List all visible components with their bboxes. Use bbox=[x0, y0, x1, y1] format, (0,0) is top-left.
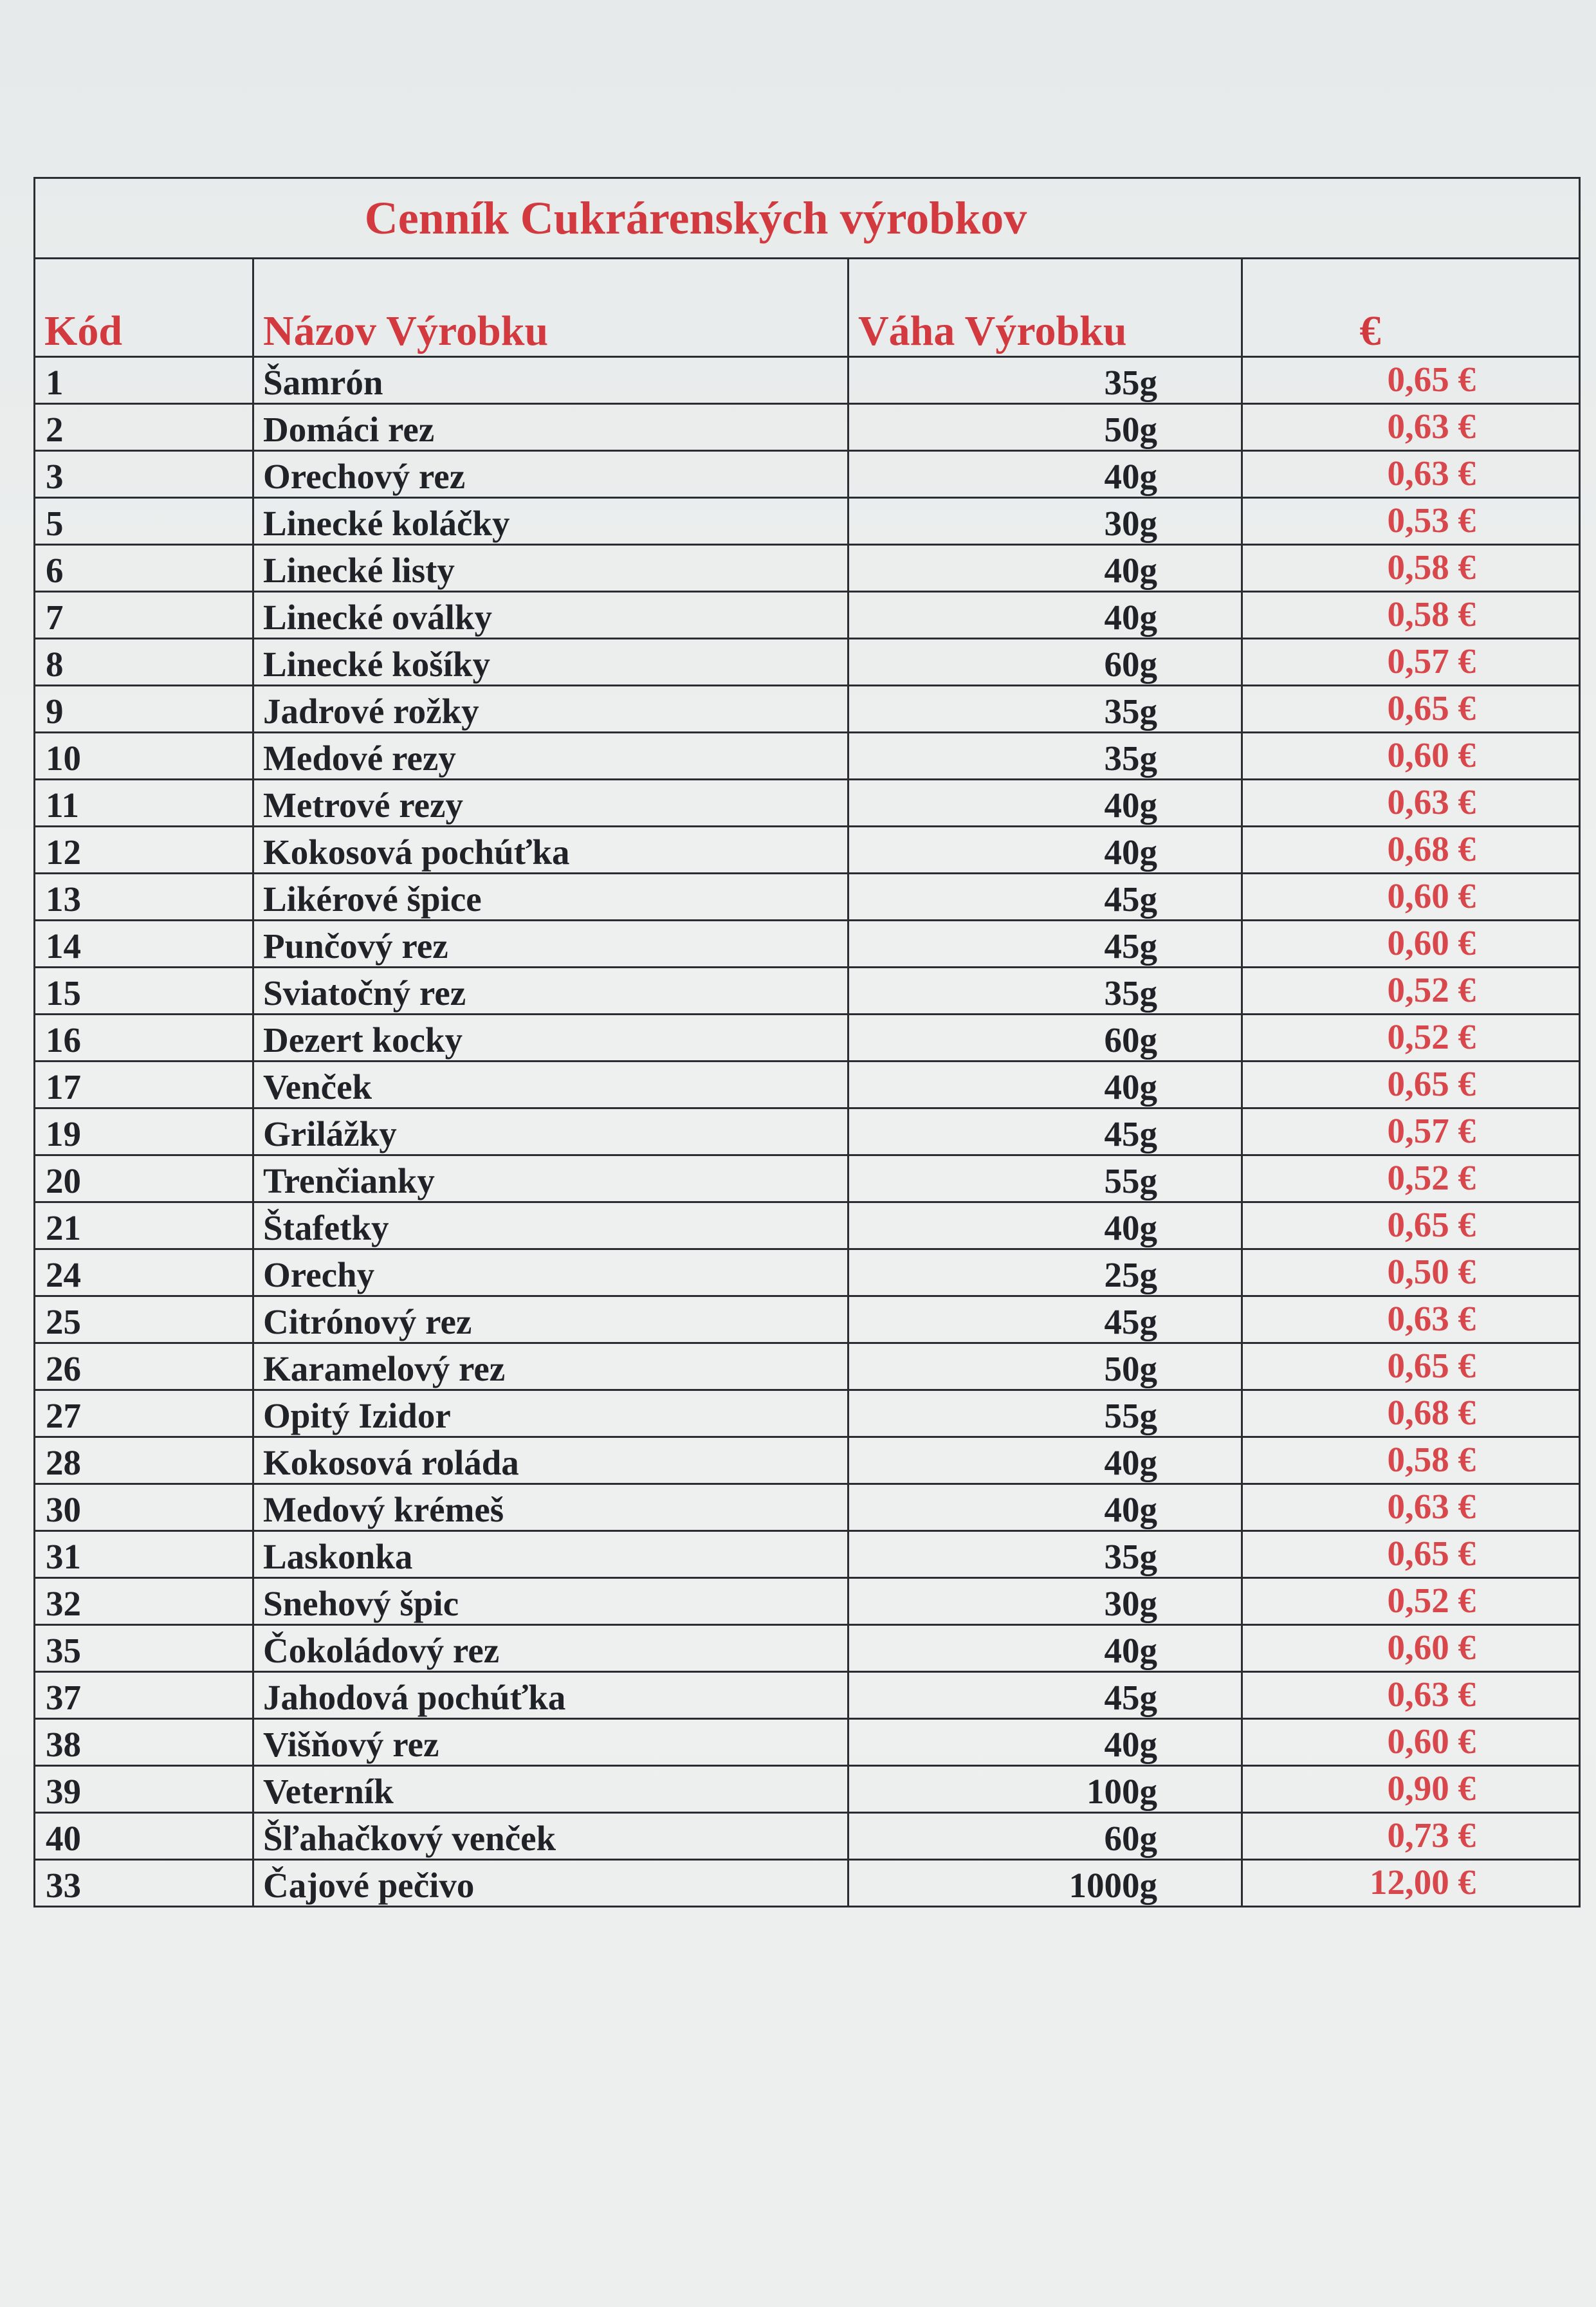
cell-weight: 55g bbox=[848, 1155, 1242, 1202]
cell-name: Laskonka bbox=[253, 1531, 848, 1578]
cell-code: 27 bbox=[35, 1390, 253, 1437]
cell-name: Linecké listy bbox=[253, 545, 848, 592]
table-row bbox=[35, 1155, 1580, 1202]
table-row bbox=[35, 1860, 1580, 1907]
cell-price: 0,65 € bbox=[1242, 1202, 1580, 1249]
cell-weight: 40g bbox=[848, 451, 1242, 498]
header-row bbox=[35, 259, 1580, 357]
cell-weight: 40g bbox=[848, 545, 1242, 592]
cell-code: 15 bbox=[35, 968, 253, 1015]
table-row bbox=[35, 1578, 1580, 1625]
table-row bbox=[35, 498, 1580, 545]
cell-name: Veterník bbox=[253, 1766, 848, 1813]
cell-code: 11 bbox=[35, 780, 253, 827]
cell-weight: 40g bbox=[848, 1437, 1242, 1484]
cell-weight: 35g bbox=[848, 686, 1242, 733]
cell-name: Kokosová pochúťka bbox=[253, 827, 848, 874]
cell-price: 0,63 € bbox=[1242, 1484, 1580, 1531]
header-weight: Váha Výrobku bbox=[848, 259, 1242, 357]
cell-weight: 40g bbox=[848, 1202, 1242, 1249]
cell-weight: 40g bbox=[848, 1484, 1242, 1531]
cell-weight: 45g bbox=[848, 874, 1242, 921]
cell-weight: 35g bbox=[848, 733, 1242, 780]
table-row bbox=[35, 357, 1580, 404]
table-row bbox=[35, 780, 1580, 827]
cell-name: Karamelový rez bbox=[253, 1343, 848, 1390]
cell-name: Kokosová roláda bbox=[253, 1437, 848, 1484]
cell-weight: 45g bbox=[848, 1108, 1242, 1155]
cell-code: 12 bbox=[35, 827, 253, 874]
cell-code: 39 bbox=[35, 1766, 253, 1813]
cell-weight: 60g bbox=[848, 1813, 1242, 1860]
cell-code: 26 bbox=[35, 1343, 253, 1390]
cell-weight: 50g bbox=[848, 1343, 1242, 1390]
cell-price: 0,63 € bbox=[1242, 1672, 1580, 1719]
document-title: Cenník Cukrárenských výrobkov bbox=[35, 178, 1580, 259]
cell-name: Punčový rez bbox=[253, 921, 848, 968]
cell-weight: 40g bbox=[848, 1625, 1242, 1672]
cell-price: 0,53 € bbox=[1242, 498, 1580, 545]
cell-code: 35 bbox=[35, 1625, 253, 1672]
cell-name: Šľahačkový venček bbox=[253, 1813, 848, 1860]
cell-name: Grilážky bbox=[253, 1108, 848, 1155]
cell-code: 37 bbox=[35, 1672, 253, 1719]
header-name: Názov Výrobku bbox=[253, 259, 848, 357]
cell-name: Štafetky bbox=[253, 1202, 848, 1249]
cell-code: 25 bbox=[35, 1296, 253, 1343]
table-row bbox=[35, 1672, 1580, 1719]
cell-code: 24 bbox=[35, 1249, 253, 1296]
table-row bbox=[35, 921, 1580, 968]
table-row bbox=[35, 1813, 1580, 1860]
header-code: Kód bbox=[35, 259, 253, 357]
table-row bbox=[35, 451, 1580, 498]
cell-code: 2 bbox=[35, 404, 253, 451]
cell-weight: 55g bbox=[848, 1390, 1242, 1437]
cell-name: Venček bbox=[253, 1062, 848, 1108]
cell-code: 8 bbox=[35, 639, 253, 686]
table-row bbox=[35, 874, 1580, 921]
cell-code: 3 bbox=[35, 451, 253, 498]
cell-price: 0,57 € bbox=[1242, 1108, 1580, 1155]
price-list-table bbox=[33, 177, 1581, 1907]
table-row bbox=[35, 1062, 1580, 1108]
cell-code: 38 bbox=[35, 1719, 253, 1766]
header-price: € bbox=[1242, 259, 1580, 357]
cell-weight: 50g bbox=[848, 404, 1242, 451]
cell-name: Čajové pečivo bbox=[253, 1860, 848, 1907]
cell-weight: 35g bbox=[848, 357, 1242, 404]
cell-price: 0,52 € bbox=[1242, 1155, 1580, 1202]
cell-price: 0,65 € bbox=[1242, 1343, 1580, 1390]
table-row bbox=[35, 639, 1580, 686]
cell-weight: 100g bbox=[848, 1766, 1242, 1813]
table-row bbox=[35, 968, 1580, 1015]
cell-price: 0,65 € bbox=[1242, 1531, 1580, 1578]
cell-code: 14 bbox=[35, 921, 253, 968]
cell-name: Metrové rezy bbox=[253, 780, 848, 827]
table-row bbox=[35, 1719, 1580, 1766]
cell-price: 0,63 € bbox=[1242, 1296, 1580, 1343]
table-row bbox=[35, 827, 1580, 874]
table-row bbox=[35, 1625, 1580, 1672]
cell-weight: 40g bbox=[848, 1062, 1242, 1108]
title-row bbox=[35, 178, 1580, 259]
cell-weight: 35g bbox=[848, 1531, 1242, 1578]
cell-name: Orechy bbox=[253, 1249, 848, 1296]
cell-code: 6 bbox=[35, 545, 253, 592]
cell-price: 0,52 € bbox=[1242, 1578, 1580, 1625]
table-row bbox=[35, 1296, 1580, 1343]
cell-code: 10 bbox=[35, 733, 253, 780]
cell-price: 0,58 € bbox=[1242, 545, 1580, 592]
cell-code: 31 bbox=[35, 1531, 253, 1578]
cell-weight: 40g bbox=[848, 780, 1242, 827]
cell-code: 28 bbox=[35, 1437, 253, 1484]
table-row bbox=[35, 733, 1580, 780]
table-row bbox=[35, 1343, 1580, 1390]
cell-name: Jadrové rožky bbox=[253, 686, 848, 733]
cell-price: 0,57 € bbox=[1242, 639, 1580, 686]
cell-weight: 60g bbox=[848, 1015, 1242, 1062]
cell-name: Čokoládový rez bbox=[253, 1625, 848, 1672]
cell-weight: 40g bbox=[848, 592, 1242, 639]
cell-price: 0,63 € bbox=[1242, 451, 1580, 498]
cell-price: 0,63 € bbox=[1242, 404, 1580, 451]
table-row bbox=[35, 1249, 1580, 1296]
cell-price: 0,60 € bbox=[1242, 1719, 1580, 1766]
cell-code: 19 bbox=[35, 1108, 253, 1155]
cell-code: 16 bbox=[35, 1015, 253, 1062]
cell-weight: 45g bbox=[848, 1672, 1242, 1719]
cell-code: 13 bbox=[35, 874, 253, 921]
cell-name: Linecké koláčky bbox=[253, 498, 848, 545]
table-row bbox=[35, 1484, 1580, 1531]
cell-name: Medové rezy bbox=[253, 733, 848, 780]
cell-price: 0,65 € bbox=[1242, 1062, 1580, 1108]
cell-name: Jahodová pochúťka bbox=[253, 1672, 848, 1719]
table-row bbox=[35, 686, 1580, 733]
cell-weight: 30g bbox=[848, 498, 1242, 545]
table-row bbox=[35, 404, 1580, 451]
cell-name: Linecké košíky bbox=[253, 639, 848, 686]
table-row bbox=[35, 1202, 1580, 1249]
cell-price: 0,68 € bbox=[1242, 1390, 1580, 1437]
cell-code: 9 bbox=[35, 686, 253, 733]
cell-code: 32 bbox=[35, 1578, 253, 1625]
cell-name: Citrónový rez bbox=[253, 1296, 848, 1343]
cell-name: Sviatočný rez bbox=[253, 968, 848, 1015]
cell-price: 0,65 € bbox=[1242, 686, 1580, 733]
cell-code: 7 bbox=[35, 592, 253, 639]
cell-weight: 35g bbox=[848, 968, 1242, 1015]
cell-name: Orechový rez bbox=[253, 451, 848, 498]
cell-price: 0,50 € bbox=[1242, 1249, 1580, 1296]
cell-code: 20 bbox=[35, 1155, 253, 1202]
cell-code: 17 bbox=[35, 1062, 253, 1108]
cell-price: 0,60 € bbox=[1242, 733, 1580, 780]
cell-price: 0,63 € bbox=[1242, 780, 1580, 827]
table-row bbox=[35, 1437, 1580, 1484]
table-row bbox=[35, 1015, 1580, 1062]
cell-price: 0,60 € bbox=[1242, 874, 1580, 921]
cell-name: Medový krémeš bbox=[253, 1484, 848, 1531]
cell-code: 5 bbox=[35, 498, 253, 545]
table-row bbox=[35, 1531, 1580, 1578]
cell-name: Trenčianky bbox=[253, 1155, 848, 1202]
cell-price: 0,52 € bbox=[1242, 968, 1580, 1015]
cell-weight: 25g bbox=[848, 1249, 1242, 1296]
cell-name: Opitý Izidor bbox=[253, 1390, 848, 1437]
cell-price: 0,65 € bbox=[1242, 357, 1580, 404]
cell-weight: 40g bbox=[848, 1719, 1242, 1766]
cell-weight: 45g bbox=[848, 1296, 1242, 1343]
cell-name: Snehový špic bbox=[253, 1578, 848, 1625]
cell-name: Dezert kocky bbox=[253, 1015, 848, 1062]
cell-price: 0,90 € bbox=[1242, 1766, 1580, 1813]
cell-name: Šamrón bbox=[253, 357, 848, 404]
cell-name: Višňový rez bbox=[253, 1719, 848, 1766]
cell-weight: 30g bbox=[848, 1578, 1242, 1625]
table-row bbox=[35, 1108, 1580, 1155]
cell-price: 0,58 € bbox=[1242, 1437, 1580, 1484]
cell-price: 0,73 € bbox=[1242, 1813, 1580, 1860]
cell-price: 0,60 € bbox=[1242, 921, 1580, 968]
cell-weight: 60g bbox=[848, 639, 1242, 686]
table-row bbox=[35, 1390, 1580, 1437]
cell-weight: 40g bbox=[848, 827, 1242, 874]
cell-price: 0,60 € bbox=[1242, 1625, 1580, 1672]
table-body bbox=[35, 357, 1580, 1907]
cell-code: 33 bbox=[35, 1860, 253, 1907]
cell-code: 1 bbox=[35, 357, 253, 404]
table-row bbox=[35, 545, 1580, 592]
cell-code: 21 bbox=[35, 1202, 253, 1249]
cell-price: 0,58 € bbox=[1242, 592, 1580, 639]
cell-code: 40 bbox=[35, 1813, 253, 1860]
cell-price: 12,00 € bbox=[1242, 1860, 1580, 1907]
table-row bbox=[35, 1766, 1580, 1813]
cell-name: Likérové špice bbox=[253, 874, 848, 921]
cell-weight: 1000g bbox=[848, 1860, 1242, 1907]
cell-code: 30 bbox=[35, 1484, 253, 1531]
table-row bbox=[35, 592, 1580, 639]
cell-name: Domáci rez bbox=[253, 404, 848, 451]
cell-name: Linecké oválky bbox=[253, 592, 848, 639]
cell-price: 0,68 € bbox=[1242, 827, 1580, 874]
cell-price: 0,52 € bbox=[1242, 1015, 1580, 1062]
cell-weight: 45g bbox=[848, 921, 1242, 968]
